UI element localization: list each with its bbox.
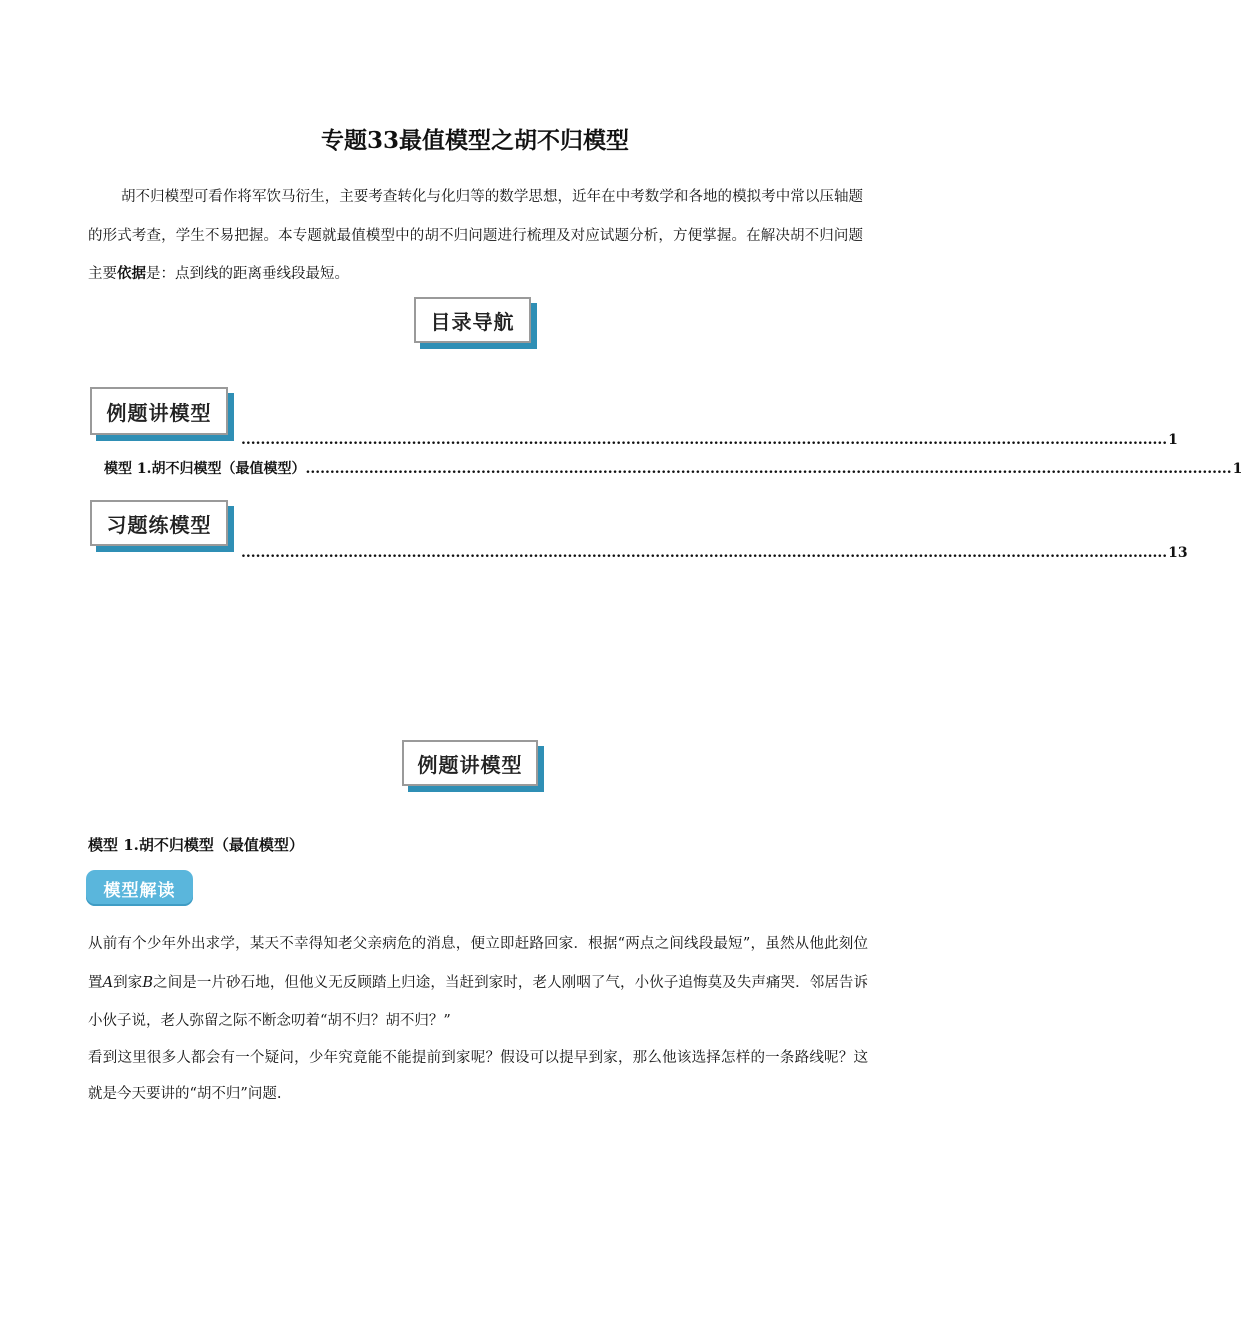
intro-text-1: 胡不归模型可看作将军饮马衍生，主要考查转化与化归等的数学思想，近年在中考数学和各地的模拟考中常以压轴题的形式考查，学生不易把握。本专题就最值模型中的胡不归问题进行梳理及对应试题分析，方便掌握。在解决胡不归问题主要 bbox=[88, 189, 863, 282]
toc-leader-dots: .............................................................................................................................................................................................. bbox=[305, 461, 1232, 477]
story-text: 到家 bbox=[113, 974, 143, 991]
intro-paragraph bbox=[88, 178, 863, 294]
variable-a: A bbox=[102, 974, 114, 991]
toc-entry-exercises[interactable] bbox=[241, 545, 1188, 561]
story-text: 之间是一片砂石地，但他义无反顾踏上归途，当赶到家时，老人刚咽了气，小伙子追悔莫及失声痛哭．邻居告诉小伙子说，老人弥留之际不断念叨着“胡不归？胡不归？” bbox=[88, 974, 869, 1029]
story-text: 从前有个少年外出求学，某天不幸得知老父亲病危的消息，便立即赶路回家．根据“两点之间线段最短”，虽然从他此刻位置 bbox=[88, 936, 868, 991]
toc-entry-label: 模型 1.胡不归模型（最值模型） bbox=[104, 461, 306, 477]
toc-page-number: 1 bbox=[1232, 461, 1242, 477]
model-interpretation-badge: 模型解读 bbox=[86, 870, 193, 906]
intro-bold-text: 依据 bbox=[117, 265, 146, 282]
story-paragraph-1 bbox=[88, 925, 868, 1041]
toc-nav-banner: 目录导航 bbox=[414, 297, 531, 343]
story-paragraph-2: 看到这里很多人都会有一个疑问，少年究竟能不能提前到家呢？假设可以提早到家，那么他该选择怎样的一条路线呢？这就是今天要讲的“胡不归”问题. bbox=[88, 1050, 868, 1102]
model-1-heading: 模型 1.胡不归模型（最值模型） bbox=[88, 836, 304, 854]
toc-page-number: 1 bbox=[1168, 432, 1178, 448]
toc-entry-examples[interactable] bbox=[241, 432, 1178, 448]
toc-section-examples-banner[interactable]: 例题讲模型 bbox=[90, 387, 228, 435]
section-examples-banner: 例题讲模型 bbox=[402, 740, 538, 786]
intro-text-2: 是：点到线的距离垂线段最短。 bbox=[146, 266, 349, 282]
toc-section-exercises-banner[interactable]: 习题练模型 bbox=[90, 500, 228, 546]
toc-page-number: 13 bbox=[1168, 545, 1188, 561]
variable-b: B bbox=[142, 974, 154, 991]
page-title: 专题33最值模型之胡不归模型 bbox=[320, 127, 629, 154]
toc-leader-dots: .............................................................................................................................................................................................. bbox=[241, 432, 1168, 448]
toc-entry-model-1[interactable] bbox=[104, 458, 1242, 478]
toc-leader-dots: .............................................................................................................................................................................................. bbox=[241, 545, 1168, 561]
